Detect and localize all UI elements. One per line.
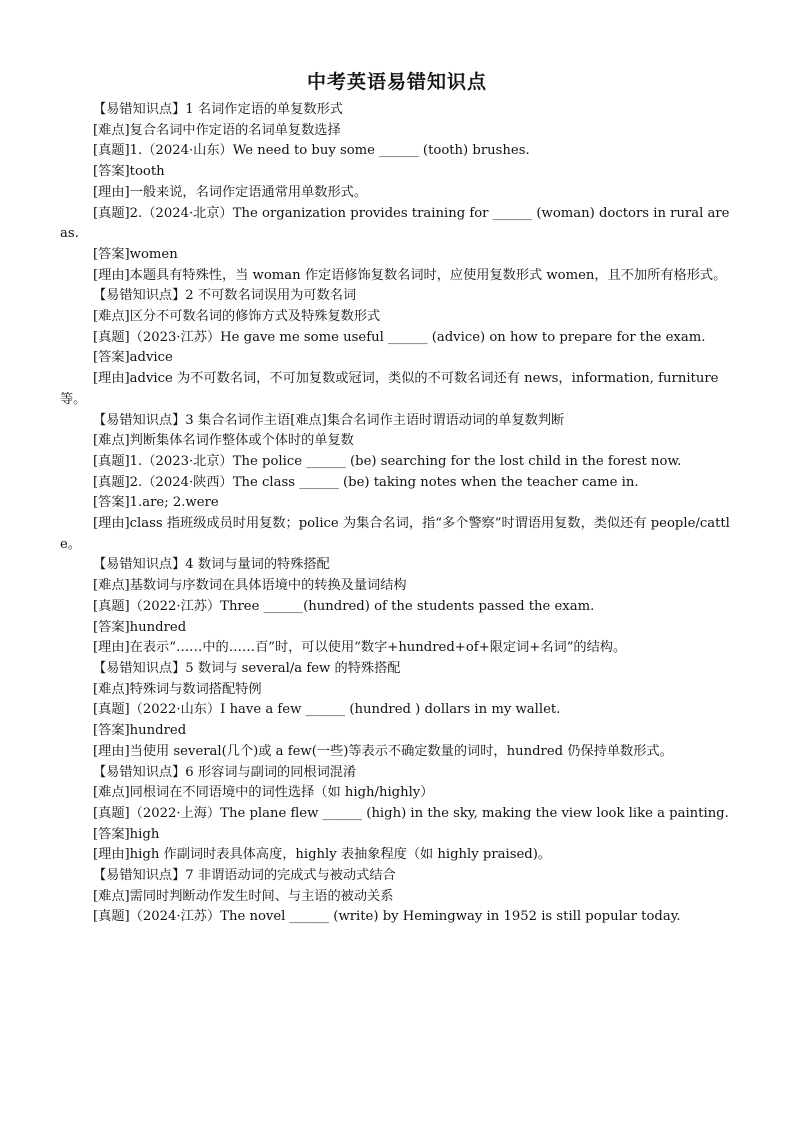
answer-line: [答案]high [93, 826, 160, 842]
exam-question: [真题]（2022·上海）The plane flew ______ (high) in the sky, making the view look like a painting. [93, 805, 729, 821]
difficulty-line: [难点]判断集体名词作整体或个体时的单复数 [93, 433, 354, 449]
answer-line: [答案]1.are; 2.were [93, 495, 219, 511]
reason-line: [理由]当使用 several(几个)或 a few(一些)等表示不确定数量的词时，hundred 仍保持单数形式。 [93, 743, 673, 759]
reason-line: [理由]一般来说，名词作定语通常用单数形式。 [93, 184, 368, 200]
reason-line: [理由]class 指班级成员时用复数；police 为集合名词，指“多个警察”时谓语用复数，类似还有 people/cattle。 [60, 516, 730, 552]
exam-question: [真题]1.（2023·北京）The police ______ (be) searching for the lost child in the forest now. [93, 453, 682, 469]
document-page [60, 70, 734, 928]
exam-question: [真题]（2024·江苏）The novel ______ (write) by Hemingway in 1952 is still popular today. [93, 909, 681, 925]
exam-question: [真题]（2022·江苏）Three ______(hundred) of the students passed the exam. [93, 598, 595, 614]
difficulty-line: [难点]特殊词与数词搭配特例 [93, 681, 262, 697]
reason-line: [理由]在表示“……中的……百”时，可以使用“数字+hundred+of+限定词+名词”的结构。 [93, 640, 627, 656]
reason-line: [理由]advice 为不可数名词，不可加复数或冠词，类似的不可数名词还有 news，information, furniture 等。 [60, 371, 719, 407]
exam-question: [真题]2.（2024·北京）The organization provides training for ______ (woman) doctors in rural areas. [60, 205, 730, 242]
document-title: 中考英语易错知识点 [306, 71, 487, 93]
answer-line: [答案]hundred [93, 619, 187, 635]
answer-line: [答案]hundred [93, 723, 187, 739]
section-heading-1: 【易错知识点】1 名词作定语的单复数形式 [93, 102, 343, 117]
section-heading-2: 【易错知识点】2 不可数名词误用为可数名词 [93, 288, 357, 304]
difficulty-line: [难点]同根词在不同语境中的词性选择（如 high/highly） [93, 785, 434, 801]
reason-line: [理由]high 作副词时表具体高度，highly 表抽象程度（如 highly praised)。 [93, 847, 552, 863]
answer-line: [答案]tooth [93, 164, 165, 180]
difficulty-line: [难点]需同时判断动作发生时间、与主语的被动关系 [93, 888, 394, 904]
exam-question: [真题]（2022·山东）I have a few ______ (hundred ) dollars in my wallet. [93, 702, 561, 718]
difficulty-line: [难点]复合名词中作定语的名词单复数选择 [93, 122, 341, 138]
section-heading-4: 【易错知识点】4 数词与量词的特殊搭配 [93, 557, 330, 573]
section-heading-7: 【易错知识点】7 非谓语动词的完成式与被动式结合 [93, 868, 396, 884]
section-heading-3: 【易错知识点】3 集合名词作主语[难点]集合名词作主语时谓语动词的单复数判断 [93, 412, 565, 428]
difficulty-line: [难点]区分不可数名词的修饰方式及特殊复数形式 [93, 309, 381, 325]
difficulty-line: [难点]基数词与序数词在具体语境中的转换及量词结构 [93, 578, 407, 594]
exam-question: [真题]2.（2024·陕西）The class ______ (be) taking notes when the teacher came in. [93, 474, 639, 490]
exam-question: [真题]（2023·江苏）He gave me some useful ______ (advice) on how to prepare for the exam. [93, 329, 706, 345]
exam-question: [真题]1.（2024·山东）We need to buy some ______ (tooth) brushes. [93, 143, 530, 159]
answer-line: [答案]advice [93, 350, 173, 366]
reason-line: [理由]本题具有特殊性，当 woman 作定语修饰复数名词时，应使用复数形式 women，且不加所有格形式。 [93, 267, 727, 283]
answer-line: [答案]women [93, 246, 178, 262]
section-heading-6: 【易错知识点】6 形容词与副词的同根词混淆 [93, 764, 357, 780]
section-heading-5: 【易错知识点】5 数词与 several/a few 的特殊搭配 [93, 660, 401, 676]
